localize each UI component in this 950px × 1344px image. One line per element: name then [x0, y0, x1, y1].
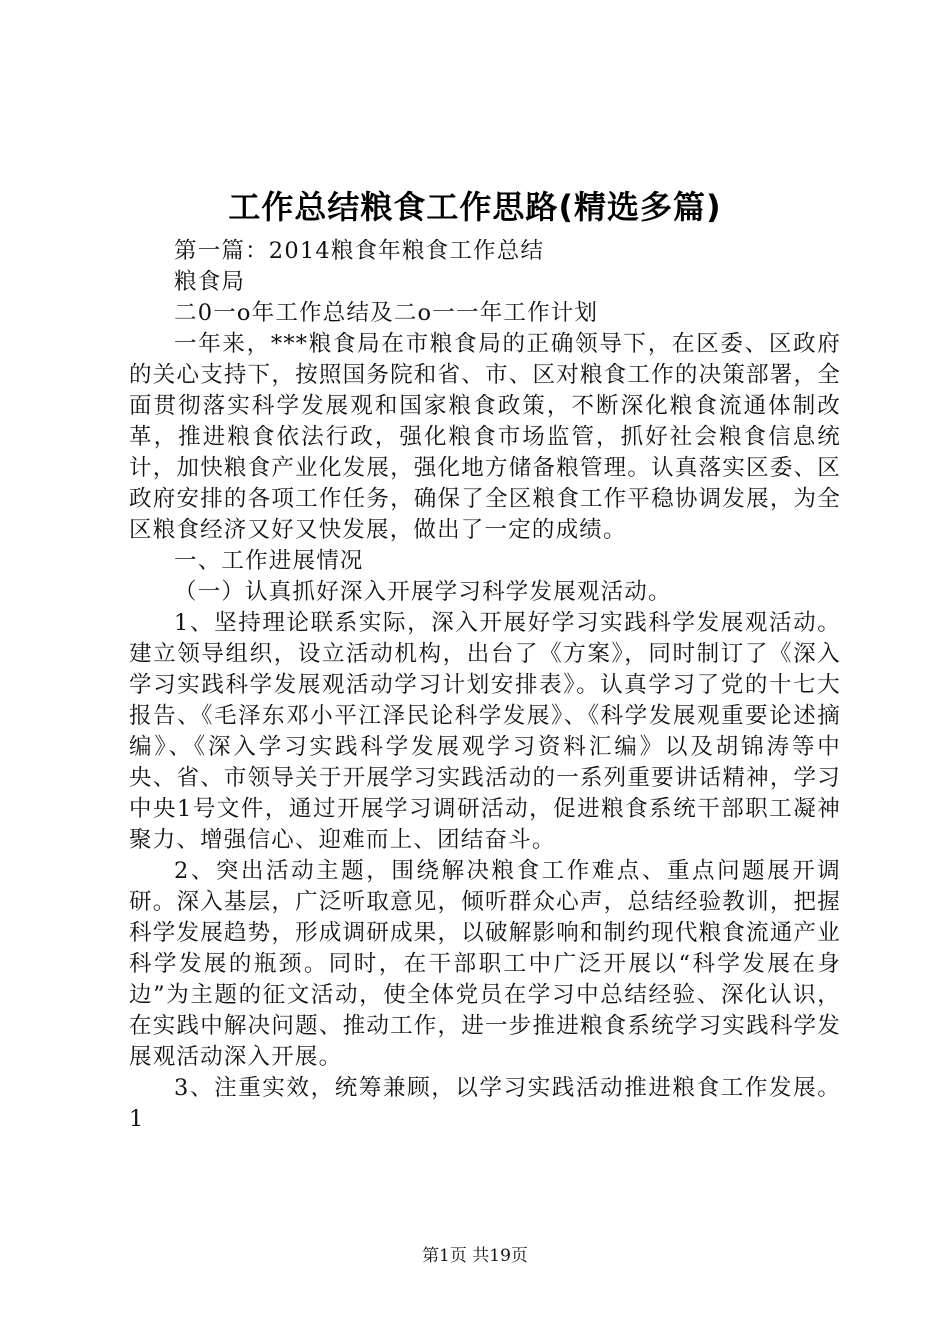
paragraph-item-3: 3、注重实效，统筹兼顾，以学习实践活动推进粮食工作发展。1: [129, 1075, 841, 1132]
paragraph-organization: 粮食局: [174, 269, 246, 295]
paragraph-intro: 一年来，***粮食局在市粮食局的正确领导下，在区委、区政府的关心支持下，按照国务院和省、市、区对粮食工作的决策部署，全面贯彻落实科学发展观和国家粮食政策，不断深化粮食流通体制改革，推进粮食依法行政，强化粮食市场监管，抓好社会粮食信息统计，加快粮食产业化发展，强化地方储备粮管理。认真落实区委、区政府安排的各项工作任务，确保了全区粮食工作平稳协调发展，为全区粮食经济又好又快发展，做出了一定的成绩。: [129, 331, 841, 543]
paragraph-item-1: 1、坚持理论联系实际，深入开展好学习实践科学发展观活动。建立领导组织，设立活动机构，出台了《方案》，同时制订了《深入学习实践科学发展观活动学习计划安排表》。认真学习了党的十七大报告、《毛泽东邓小平江泽民论科学发展》、《科学发展观重要论述摘编》、《深入学习实践科学发展观学习资料汇编》以及胡锦涛等中央、省、市领导关于开展学习实践活动的一系列重要讲话精神，学习中央1号文件，通过开展学习调研活动，促进粮食系统干部职工凝神聚力、增强信心、迎难而上、团结奋斗。: [129, 610, 841, 853]
paragraph-section-heading: 一、工作进展情况: [174, 548, 364, 574]
paragraph-chapter-heading: 第一篇：2014粮食年粮食工作总结: [174, 238, 545, 264]
paragraph-item-2: 2、突出活动主题，围绕解决粮食工作难点、重点问题展开调研。深入基层，广泛听取意见，倾听群众心声，总结经验教训，把握科学发展趋势，形成调研成果，以破解影响和制约现代粮食流通产业科学发展的瓶颈。同时，在干部职工中广泛开展以“科学发展在身边”为主题的征文活动，使全体党员在学习中总结经验、深化认识，在实践中解决问题、推动工作，进一步推进粮食系统学习实践科学发展观活动深入开展。: [129, 858, 841, 1070]
paragraph-report-title: 二0一o年工作总结及二o一一年工作计划: [174, 300, 599, 326]
document-title: 工作总结粮食工作思路(精选多篇): [228, 188, 722, 226]
document-body: [129, 236, 841, 1135]
paragraph-subsection-heading: （一）认真抓好深入开展学习科学发展观活动。: [174, 579, 672, 605]
page-number-footer: 第1页 共19页: [422, 1246, 528, 1266]
